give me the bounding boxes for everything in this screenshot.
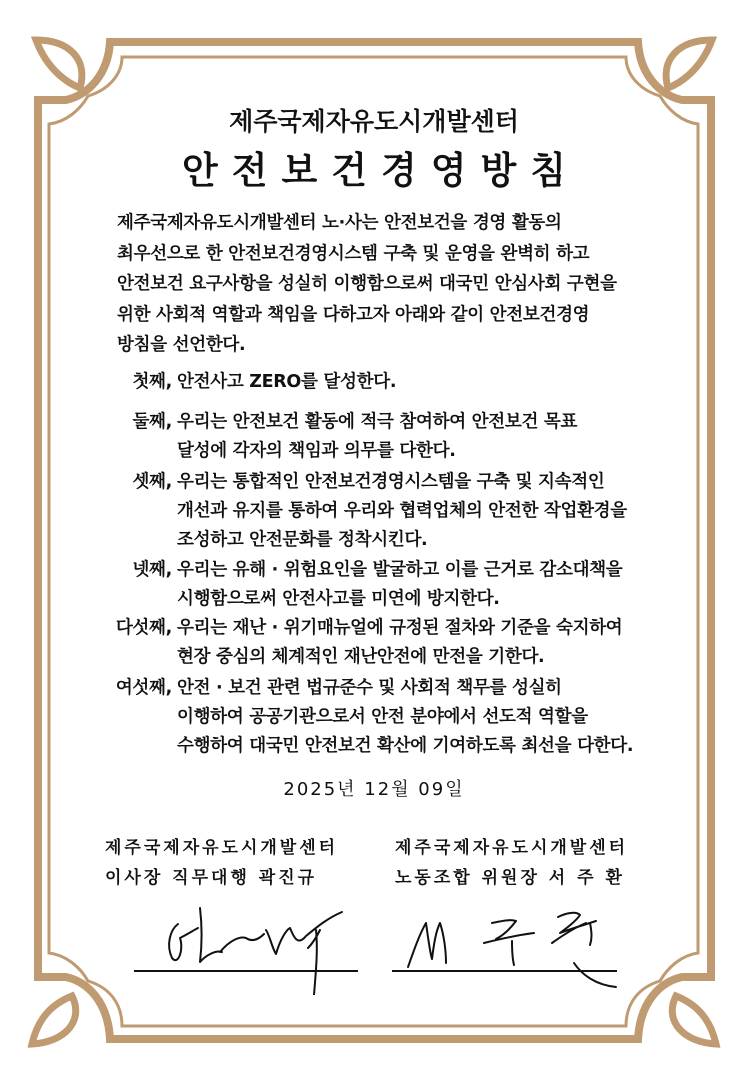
intro-line: 제주국제자유도시개발센터 노·사는 안전보건을 경영 활동의 — [117, 213, 562, 233]
item-line: 우리는 통합적인 안전보건경영시스템을 구축 및 지속적인 — [177, 472, 605, 492]
signatory-organization: 제주국제자유도시개발센터 — [105, 838, 339, 858]
item-ordinal: 넷째, — [132, 560, 172, 580]
item-line: 수행하여 대국민 안전보건 확산에 기여하도록 최선을 다한다. — [177, 736, 634, 756]
intro-line: 방침을 선언한다. — [117, 335, 246, 355]
corner-leaf-bottom-left — [32, 996, 76, 1044]
corner-leaf-top-right — [666, 40, 712, 88]
item-ordinal: 둘째, — [132, 412, 172, 432]
signatory-organization: 제주국제자유도시개발센터 — [395, 838, 629, 858]
item-line: 조성하고 안전문화를 정착시킨다. — [177, 530, 428, 550]
item-line: 현장 중심의 체계적인 재난안전에 만전을 기한다. — [177, 647, 545, 667]
item-line: 이행하여 공공기관으로서 안전 분야에서 선도적 역할을 — [177, 707, 588, 727]
item-ordinal: 여섯째, — [115, 678, 172, 698]
intro-line: 위한 사회적 역할과 책임을 다하고자 아래와 같이 안전보건경영 — [117, 304, 590, 325]
header-organization: 제주국제자유도시개발센터 — [229, 107, 519, 136]
item-ordinal: 셋째, — [132, 472, 172, 492]
signatory-1 — [105, 833, 338, 893]
signatory-2 — [395, 833, 628, 893]
item-line: 안전사고 ZERO를 달성한다. — [177, 372, 397, 392]
item-line: 우리는 재난 · 위기매뉴얼에 규정된 절차와 기준을 숙지하여 — [177, 618, 623, 638]
item-ordinal: 첫째, — [132, 372, 172, 392]
intro-paragraph — [117, 208, 697, 361]
item-line: 우리는 유해 · 위험요인을 발굴하고 이를 근거로 감소대책을 — [177, 560, 623, 580]
item-ordinal: 다섯째, — [115, 618, 172, 638]
page-title: 안전보건경영방침 — [182, 149, 580, 192]
signature-line-1 — [134, 970, 358, 972]
item-line: 개선과 유지를 통하여 우리와 협력업체의 안전한 작업환경을 — [177, 501, 627, 521]
corner-leaf-bottom-right — [672, 996, 716, 1044]
intro-line: 최우선으로 한 안전보건경영시스템 구축 및 운영을 완벽히 하고 — [117, 243, 590, 264]
item-line: 달성에 각자의 책임과 의무를 다한다. — [177, 441, 456, 461]
signatory-role-name: 이사장 직무대행 곽진규 — [105, 868, 318, 888]
item-line: 안전 · 보건 관련 법규준수 및 사회적 책무를 성실히 — [177, 678, 562, 698]
item-line: 시행함으로써 안전사고를 미연에 방지한다. — [177, 589, 500, 609]
signature-2-icon — [400, 905, 630, 995]
declaration-date: 2025년 12월 09일 — [283, 779, 465, 800]
corner-leaf-top-left — [36, 40, 82, 88]
signature-line-2 — [392, 970, 617, 972]
intro-line: 안전보건 요구사항을 성실히 이행함으로써 대국민 안심사회 구현을 — [117, 274, 617, 294]
item-line: 우리는 안전보건 활동에 적극 참여하여 안전보건 목표 — [177, 412, 578, 432]
signatory-role-name: 노동조합 위원장 서 주 환 — [395, 868, 625, 888]
